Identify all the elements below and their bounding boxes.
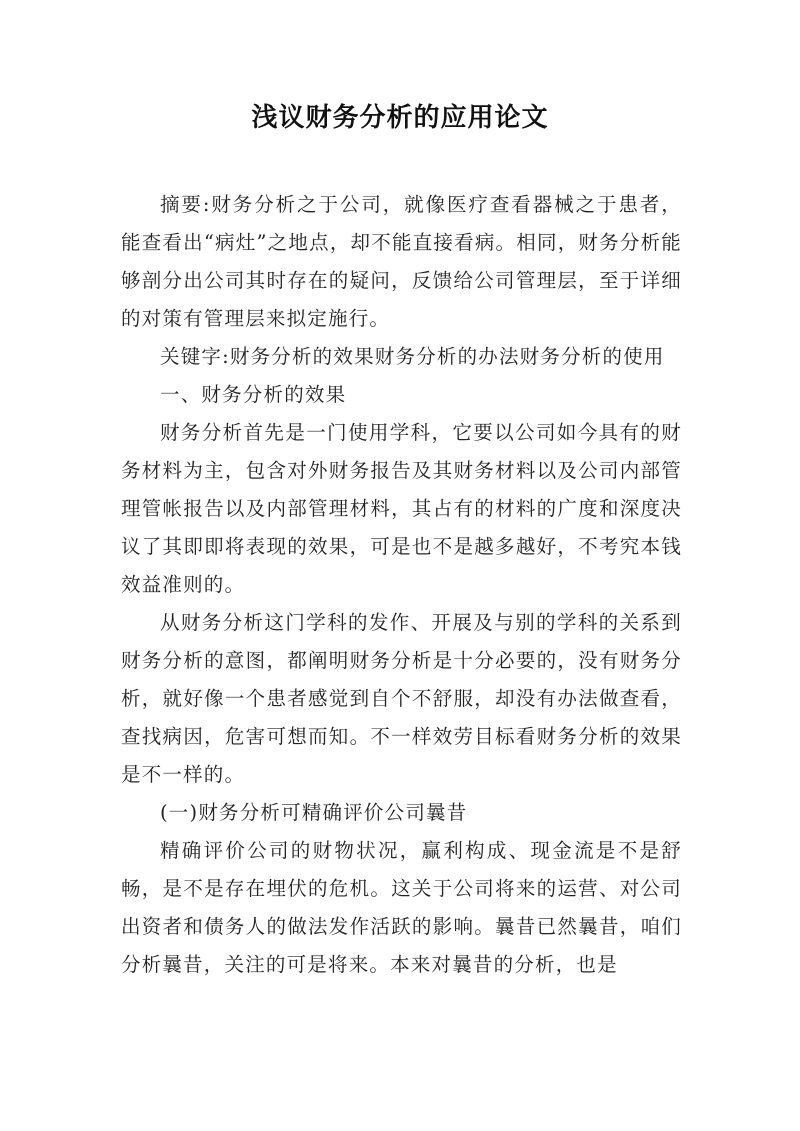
body-paragraph-1: 财务分析首先是一门使用学科，它要以公司如今具有的财务材料为主，包含对外财务报告及其财务材料以及公司内部管理管帐报告以及内部管理材料，其占有的材料的广度和深度决议了其即即将表现的效果，可是也不是越多越好，不考究本钱效益准则的。	[121, 421, 682, 596]
document-body	[121, 186, 682, 984]
section-heading-1: 一、财务分析的效果	[160, 383, 347, 406]
document-title: 浅议财务分析的应用论文	[251, 103, 549, 133]
subsection-heading-1: (一)财务分析可精确评价公司曩昔	[160, 801, 468, 824]
abstract-paragraph: 摘要:财务分析之于公司，就像医疗查看器械之于患者，能查看出“病灶”之地点，却不能直接看病。相同，财务分析能够剖分出公司其时存在的疑问，反馈给公司管理层，至于详细的对策有管理层来拟定施行。	[121, 193, 682, 330]
body-paragraph-2: 从财务分析这门学科的发作、开展及与别的学科的关系到财务分析的意图，都阐明财务分析是十分必要的，没有财务分析，就好像一个患者感觉到自个不舒服，却没有办法做查看，查找病因，危害可想而知。不一样效劳目标看财务分析的效果是不一样的。	[121, 611, 682, 786]
keywords-paragraph: 关键字:财务分析的效果财务分析的办法财务分析的使用	[160, 345, 665, 368]
body-paragraph-3: 精确评价公司的财物状况，赢利构成、现金流是不是舒畅，是不是存在埋伏的危机。这关于公司将来的运营、对公司出资者和债务人的做法发作活跃的影响。曩昔已然曩昔，咱们分析曩昔，关注的可是将来。本来对曩昔的分析，也是	[121, 839, 682, 976]
